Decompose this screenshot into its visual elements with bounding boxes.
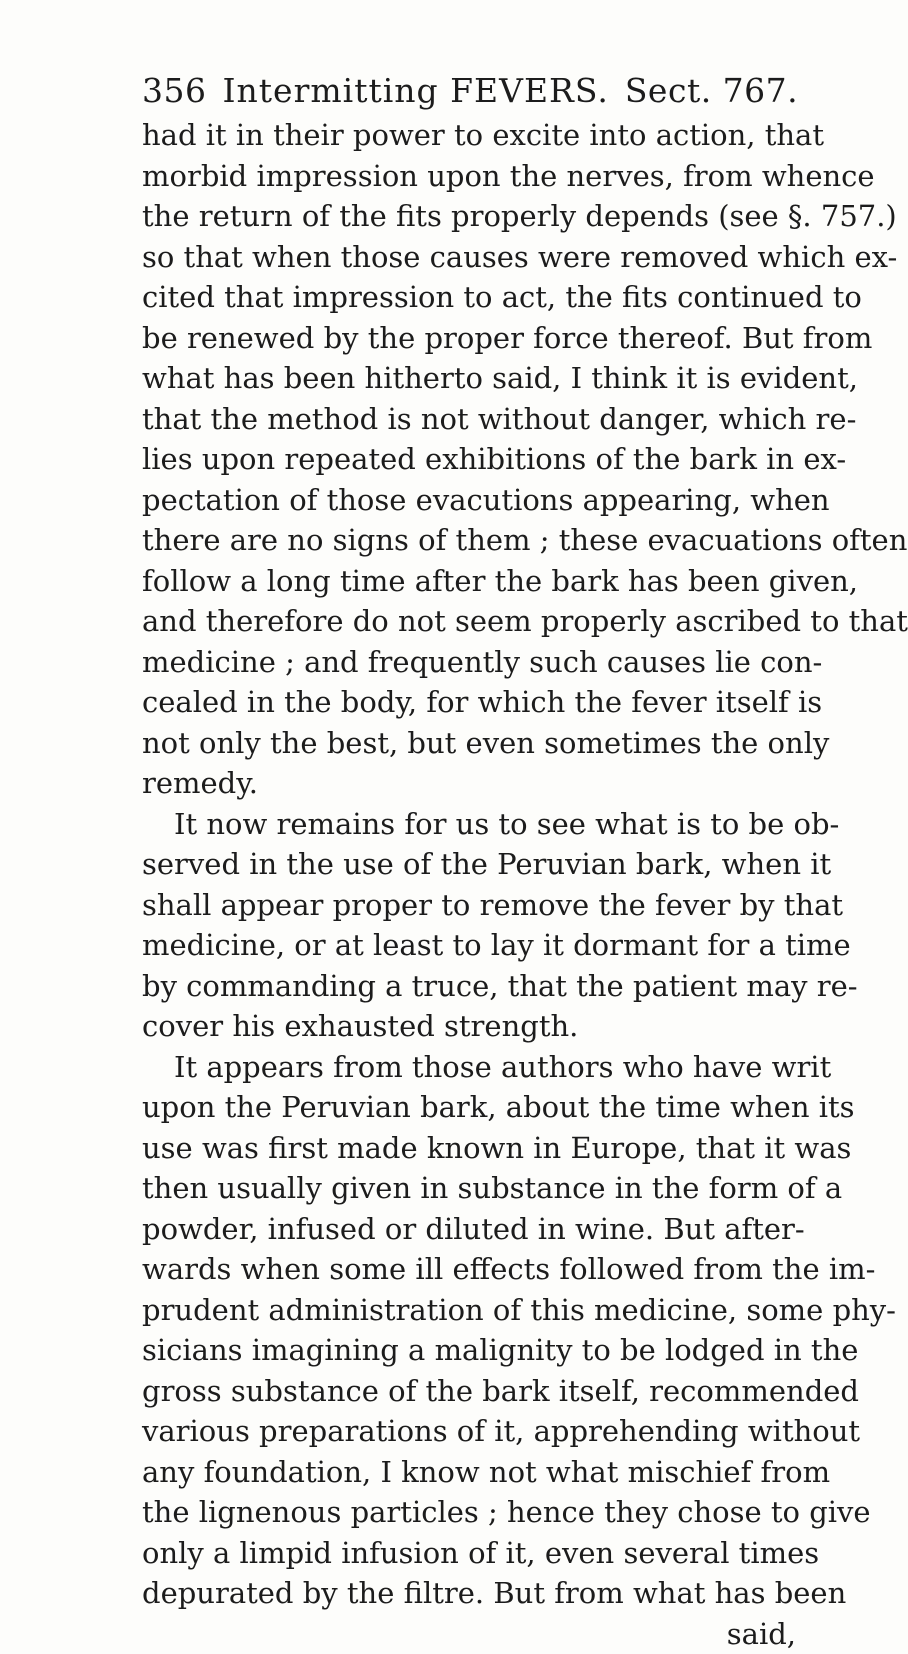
text-line: shall appear proper to remove the fever by that bbox=[142, 885, 802, 926]
text-line: powder, infused or diluted in wine. But after- bbox=[142, 1209, 802, 1250]
text-line: that the method is not without danger, which re- bbox=[142, 399, 802, 440]
text-line: morbid impression upon the nerves, from whence bbox=[142, 156, 802, 197]
text-line: served in the use of the Peruvian bark, when it bbox=[142, 844, 802, 885]
running-title: Intermitting FEVERS. bbox=[223, 71, 609, 110]
section-number: Sect. 767. bbox=[625, 71, 798, 110]
text-line: the return of the fits properly depends (see §. 757.) bbox=[142, 196, 802, 237]
text-line: sicians imagining a malignity to be lodged in the bbox=[142, 1330, 802, 1371]
text-line: then usually given in substance in the form of a bbox=[142, 1168, 802, 1209]
text-line: medicine ; and frequently such causes lie con- bbox=[142, 642, 802, 683]
text-line: It now remains for us to see what is to be ob- bbox=[142, 804, 802, 845]
body-text bbox=[142, 115, 802, 1654]
text-line: there are no signs of them ; these evacuations often bbox=[142, 520, 802, 561]
running-head bbox=[142, 66, 802, 116]
text-line: by commanding a truce, that the patient may re- bbox=[142, 966, 802, 1007]
text-line: any foundation, I know not what mischief from bbox=[142, 1452, 802, 1493]
text-line: cover his exhausted strength. bbox=[142, 1006, 802, 1047]
text-line: prudent administration of this medicine, some phy- bbox=[142, 1290, 802, 1331]
text-line: upon the Peruvian bark, about the time when its bbox=[142, 1087, 802, 1128]
text-line: not only the best, but even sometimes the only bbox=[142, 723, 802, 764]
text-line: pectation of those evacutions appearing, when bbox=[142, 480, 802, 521]
text-line: cited that impression to act, the fits continued to bbox=[142, 277, 802, 318]
text-line: the lignenous particles ; hence they chose to give bbox=[142, 1492, 802, 1533]
text-line: follow a long time after the bark has been given, bbox=[142, 561, 802, 602]
text-line: lies upon repeated exhibitions of the bark in ex- bbox=[142, 439, 802, 480]
text-line: medicine, or at least to lay it dormant for a time bbox=[142, 925, 802, 966]
text-line: various preparations of it, apprehending without bbox=[142, 1411, 802, 1452]
text-line: only a limpid infusion of it, even several times bbox=[142, 1533, 802, 1574]
text-line: and therefore do not seem properly ascribed to that bbox=[142, 601, 802, 642]
text-line: be renewed by the proper force thereof. But from bbox=[142, 318, 802, 359]
text-line: so that when those causes were removed which ex- bbox=[142, 237, 802, 278]
text-line: remedy. bbox=[142, 763, 802, 804]
text-line: depurated by the filtre. But from what has been bbox=[142, 1573, 802, 1614]
text-line: wards when some ill effects followed from the im- bbox=[142, 1249, 802, 1290]
text-line: gross substance of the bark itself, recommended bbox=[142, 1371, 802, 1412]
page-number: 356 bbox=[142, 71, 207, 110]
text-line: had it in their power to excite into action, that bbox=[142, 115, 802, 156]
text-line: use was first made known in Europe, that it was bbox=[142, 1128, 802, 1169]
text-line: what has been hitherto said, I think it is evident, bbox=[142, 358, 802, 399]
text-line: cealed in the body, for which the fever itself is bbox=[142, 682, 802, 723]
text-line: It appears from those authors who have writ bbox=[142, 1047, 802, 1088]
catchword: said, bbox=[142, 1614, 802, 1654]
